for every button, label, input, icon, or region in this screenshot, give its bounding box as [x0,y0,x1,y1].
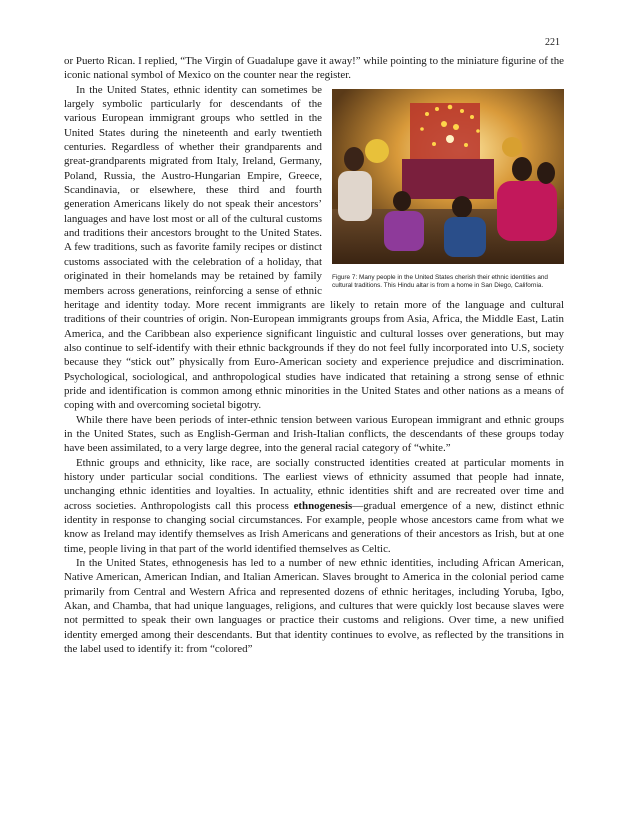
paragraph-1: In the United States, ethnic identity can sometimes be largely symbolic particularly for descendants of the various European immigrant groups who settled in the United States during the nineteenth and early twentieth centuries. Regardless of whether their grandparents and great-grandparents migrated from Italy, Ireland, Germany, Poland, Russia, the Austro-Hungarian Empire, Greece, Scandinavia, or elsewhere, these third and fourth generation Americans likely do not speak their ancestors’ languages and have lost most or all of the cultural customs and traditions their ancestors brought to the United States. A few traditions, such as favorite family recipes or distinct customs associated with the celebration of a holiday, that originated in their homelands may be retained by family members across generations, reinforcing a sense of ethnic heritage and identity today. More recent immigrants are likely to retain more of the language and cultural traditions of their countries of origin. Non-European immigrants groups from Asia, Africa, the Middle East, Latin America, and the Caribbean also experience significant linguistic and cultural losses over generations, but may also continue to self-identify with their ethnic backgrounds if they do not feel fully incorporated into U.S, society because they “stick out” physically from Euro-American society and experience prejudice and discrimination. Psychological, sociological, and anthropological studies have indicated that retaining a strong sense of ethnic pride and identification is common among ethnic minorities in the United States and other nations as a means of coping with and overcoming societal bigotry. [64,83,564,412]
paragraph-3 [64,456,564,556]
figure-caption: Figure 7: Many people in the United States cherish their ethnic identities and cultural traditions. This Hindu altar is from a home in San Diego, California. [332,273,548,289]
page-number: 221 [545,37,560,48]
article-body [64,54,564,656]
term-ethnogenesis: ethnogenesis [293,499,353,512]
paragraph-3-text-a: Ethnic groups and ethnicity, like race, are socially constructed identities created at particular moments in history under particular social conditions. The earliest views of ethnicity assumed that people had innate, unchanging ethnic identities and loyalties. In actuality, ethnic identities shift and are recreated over time and across societies. Anthropologists call this process [64,456,564,512]
paragraph-2: While there have been periods of inter-ethnic tension between various European immigrant and ethnic groups in the United States, such as English-German and Irish-Italian conflicts, the descendants of these groups today have been assimilated, to a very large degree, into the general racial category of “white.” [64,413,564,455]
hindu-altar-photo [332,89,564,264]
paragraph-4: In the United States, ethnogenesis has led to a number of new ethnic identities, including African American, Native American, American Indian, and Italian American. Slaves brought to America in the colonial period came primarily from Central and Western Africa and represented dozens of ethnic heritages, including Yoruba, Igbo, Akan, and Chamba, that had unique languages, religions, and cultures that were quickly lost because slaves were not permitted to speak their own languages or practice their customs and religions. Over time, a new unified identity emerged among their descendants. But that identity continues to evolve, as reflected by the transitions in the label used to identify it: from “colored” [64,557,564,656]
figure-7 [332,89,564,290]
paragraph-0: or Puerto Rican. I replied, “The Virgin of Guadalupe gave it away!” while pointing to the miniature figurine of the iconic national symbol of Mexico on the counter near the register. [64,55,564,82]
paragraph-3-text-b: —gradual emergence of a new, distinct ethnic identity in response to changing social circumstances. For example, people whose ancestors came from what we know as Ireland may identify themselves as Irish Americans and generations of their ancestors as Irish, but at one time, people living in that part of the world identified themselves as Celtic. [64,499,564,555]
